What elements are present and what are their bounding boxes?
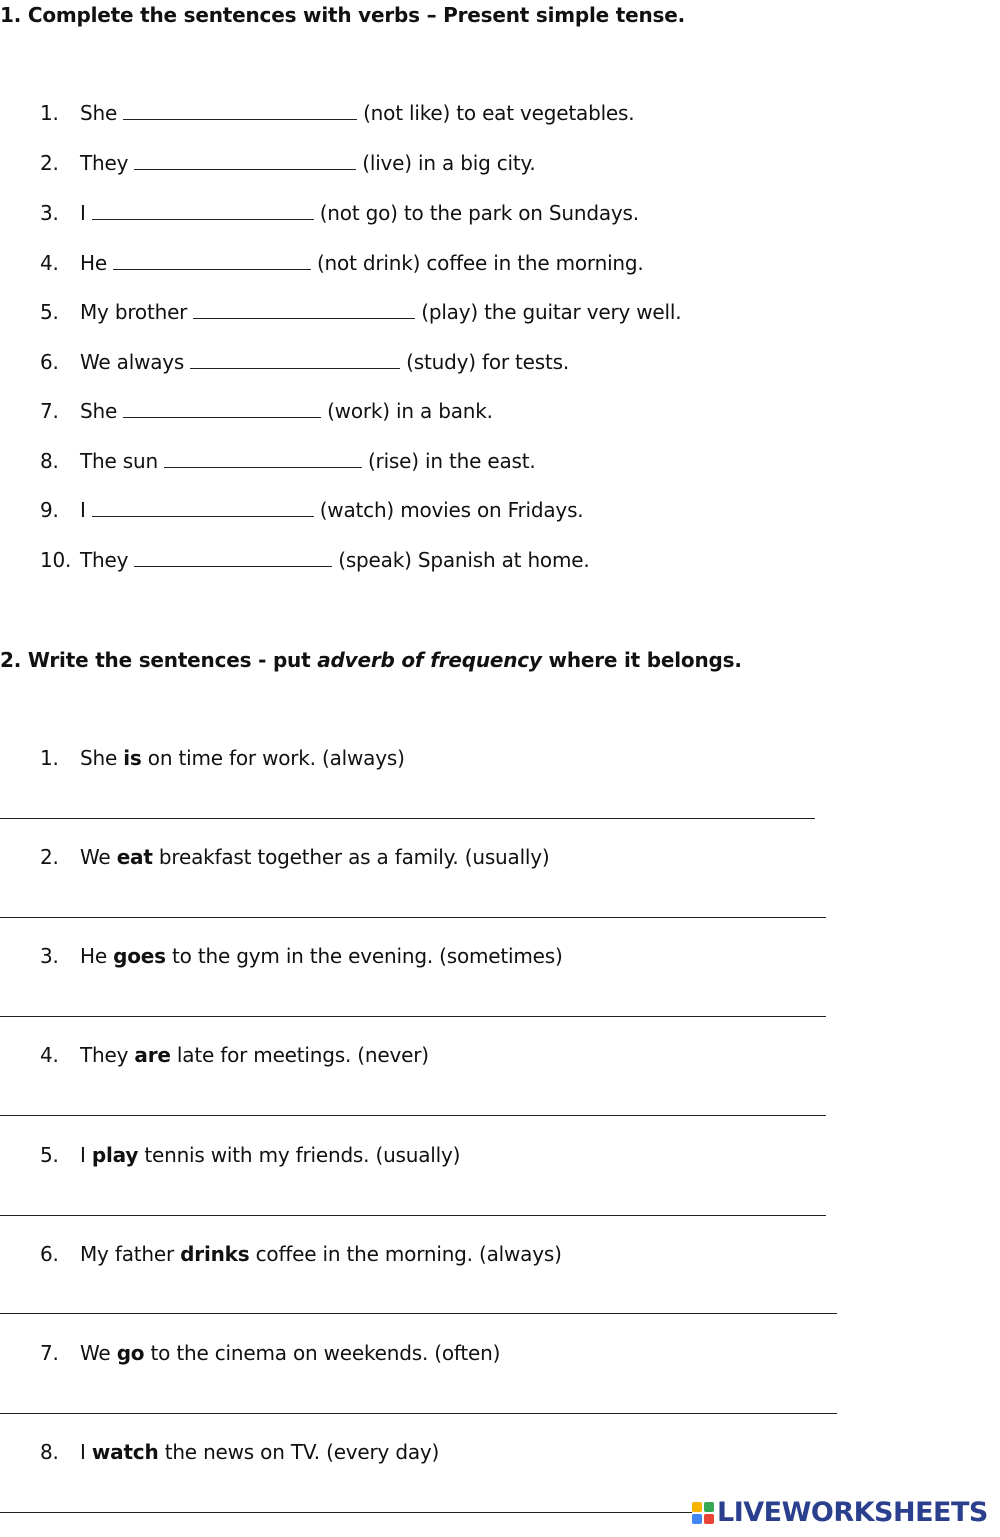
sentence-verb: play [91,1143,139,1167]
item-number: 8. [40,1440,59,1464]
verb-hint: (not like) to eat vegetables. [363,101,635,125]
sentence-start: She [80,101,118,125]
item-number: 3. [40,201,59,225]
liveworksheets-logo [692,1497,988,1528]
section2-heading: 2. Write the sentences - put adverb of frequency where it belongs. [0,648,742,672]
sentence-end: to the cinema on weekends. (often) [150,1341,501,1365]
sentence-verb: are [134,1043,171,1067]
verb-hint: (work) in a bank. [327,399,493,423]
item-number: 9. [40,498,59,522]
item-number: 4. [40,1043,59,1067]
answer-line[interactable] [0,1413,837,1414]
item-number: 1. [40,101,59,125]
sentence-start: The sun [80,449,158,473]
sentence-start: I [80,1143,86,1167]
sentence-verb: go [116,1341,145,1365]
sentence-start: I [80,498,86,522]
answer-blank[interactable] [123,403,321,418]
logo-square [704,1502,714,1512]
sentence-verb: goes [113,944,166,968]
verb-hint: (speak) Spanish at home. [338,548,590,572]
sentence-start: I [80,1440,86,1464]
item-number: 6. [40,350,59,374]
sentence-verb: is [123,746,142,770]
sentence-start: I [80,201,86,225]
answer-line[interactable] [0,1115,826,1116]
sentence-start: We [80,845,111,869]
sentence-start: He [80,944,107,968]
answer-line[interactable] [0,818,815,819]
sentence-verb: eat [116,845,153,869]
item-number: 5. [40,300,59,324]
answer-blank[interactable] [193,304,415,319]
answer-blank[interactable] [92,205,314,220]
verb-hint: (live) in a big city. [362,151,536,175]
answer-blank[interactable] [134,552,332,567]
item-number: 2. [40,151,59,175]
answer-blank[interactable] [164,453,362,468]
sentence-end: the news on TV. (every day) [164,1440,440,1464]
logo-square [692,1502,702,1512]
sentence-end: breakfast together as a family. (usually) [158,845,550,869]
answer-line[interactable] [0,1512,692,1513]
item-number: 8. [40,449,59,473]
logo-square [704,1514,714,1524]
sentence-start: They [80,548,129,572]
verb-hint: (not drink) coffee in the morning. [316,251,644,275]
sentence-start: He [80,251,107,275]
item-number: 5. [40,1143,59,1167]
verb-hint: (watch) movies on Fridays. [319,498,584,522]
sentence-start: My brother [80,300,188,324]
item-number: 2. [40,845,59,869]
verb-hint: (study) for tests. [406,350,570,374]
sentence-start: We [80,1341,111,1365]
item-number: 10. [40,548,72,572]
verb-hint: (rise) in the east. [367,449,536,473]
answer-line[interactable] [0,1313,837,1314]
section1-heading: 1. Complete the sentences with verbs – Present simple tense. [0,3,685,27]
sentence-end: on time for work. (always) [147,746,405,770]
item-number: 6. [40,1242,59,1266]
logo-text: LIVEWORKSHEETS [717,1497,988,1528]
sentence-end: tennis with my friends. (usually) [144,1143,461,1167]
sentence-end: coffee in the morning. (always) [255,1242,562,1266]
answer-blank[interactable] [92,502,314,517]
sentence-end: to the gym in the evening. (sometimes) [172,944,563,968]
sentence-start: They [80,151,129,175]
answer-line[interactable] [0,1016,826,1017]
answer-line[interactable] [0,917,826,918]
sentence-start: We always [80,350,185,374]
sentence-start: She [80,399,118,423]
sentence-verb: watch [91,1440,159,1464]
verb-hint: (not go) to the park on Sundays. [319,201,639,225]
item-number: 1. [40,746,59,770]
answer-blank[interactable] [123,105,357,120]
sentence-start: They [80,1043,129,1067]
item-number: 3. [40,944,59,968]
verb-hint: (play) the guitar very well. [421,300,682,324]
logo-mark-icon [692,1502,714,1524]
item-number: 7. [40,399,59,423]
item-number: 7. [40,1341,59,1365]
answer-blank[interactable] [134,155,356,170]
answer-blank[interactable] [113,255,311,270]
sentence-verb: drinks [180,1242,250,1266]
item-number: 4. [40,251,59,275]
sentence-start: My father [80,1242,174,1266]
logo-square [692,1514,702,1524]
sentence-end: late for meetings. (never) [176,1043,429,1067]
answer-line[interactable] [0,1215,826,1216]
answer-blank[interactable] [190,354,400,369]
sentence-start: She [80,746,118,770]
